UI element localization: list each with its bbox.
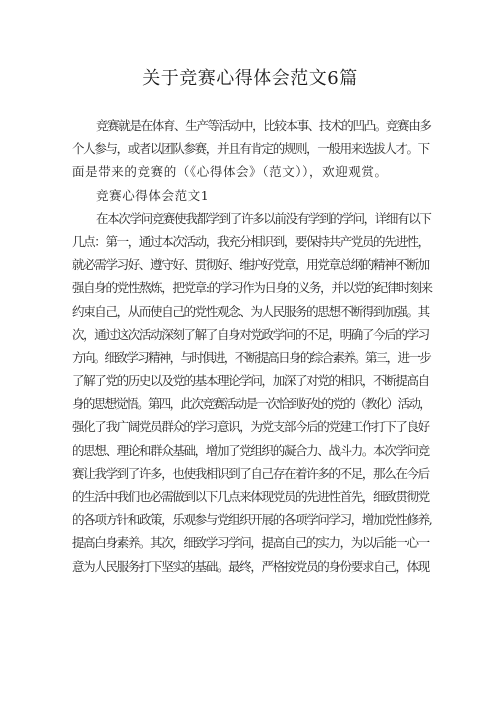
body-line: 约束自己，从而使自己的党性观念、为人民服务的思想不断得到加强。其 xyxy=(72,303,429,319)
body-line: 个人参与，或者以团队参赛，并且有肯定的规则，一般用来选拔人才。下 xyxy=(72,141,429,157)
body-line: 赛让我学到了许多，也使我相识到了自己存在着许多的不足，那么在今后 xyxy=(72,465,429,481)
body-line: 面是带来的竞赛的（《心得体会》（范文）），欢迎观赏。 xyxy=(72,164,388,180)
body-line: 强化了我广阔党员群众的学习意识，为党支部今后的党建工作打下了良好 xyxy=(72,419,429,435)
body-line: 竞赛心得体会范文1 xyxy=(96,187,210,203)
body-line: 方向。细致学习精神，与时俱进，不断提高日身的综合素养。第三，进一步 xyxy=(72,349,431,365)
body-line: 竞赛就是在体育、生产等活动中，比较本事、技术的凹凸。竞赛由多 xyxy=(96,118,431,133)
body-line: 提高白身素养。其次，细致学习学问，提高自己的实力，为以后能一心一 xyxy=(72,535,429,551)
document-body xyxy=(72,114,432,578)
body-line: 强自身的党性熬炼，把党章:的学习作为日身的义务，并以党的纪律时刻来 xyxy=(72,280,432,296)
body-line: 的生活中我们也必需做到以下几点来体现党员的先进性首先，细致贯彻党 xyxy=(72,489,429,504)
body-line: 了解了党的历史以及党的基本理论学问，加深了对党的相识，不断提高自 xyxy=(72,373,429,389)
body-line: 在本次学问竞赛使我都学到了许多以前没有学到的学问，详细有以下 xyxy=(96,210,431,226)
body-line: 意为人民服务打下坚实的基础。最终，严格按党员的身份要求自己，体现 xyxy=(72,558,429,574)
body-line: 的各项方针和政策，乐观参与党组织开展的各项学问学习，增加党性修养, xyxy=(72,512,432,528)
body-line: 的思想、理论和群众基础，增加了党组织的凝合力、战斗力。本次学问竞 xyxy=(72,442,429,458)
body-line: 几点：第一，通过本次活动，我充分相识到，要保持共产党员的先进性， xyxy=(72,233,429,249)
body-line: 身的思想觉悟。第四，此次竞赛活动是一次恰到好处的党的（教化）活动， xyxy=(72,396,431,412)
page-title: 关于竞赛心得体会范文6篇 xyxy=(142,68,358,89)
body-line: 次，通过这次活动深刻了解了自身对党政学问的不足，明确了今后的学习 xyxy=(72,326,429,342)
body-line: 就必需学习好、遵守好、贯彻好、维护好党章，用党章总纲的精神不断加 xyxy=(72,257,429,273)
